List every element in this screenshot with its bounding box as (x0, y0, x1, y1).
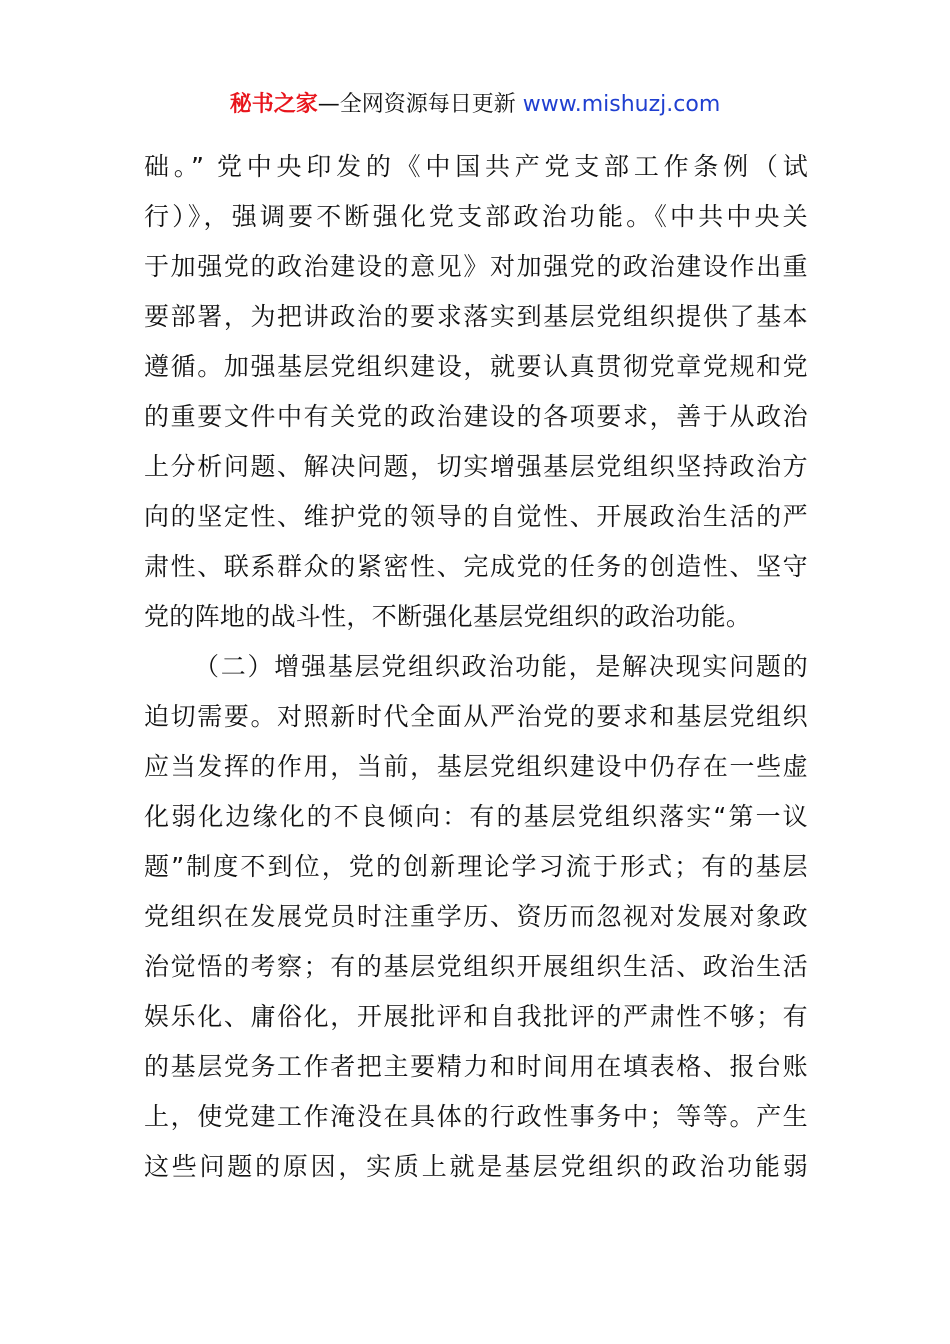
text-line: 化弱化边缘化的不良倾向：有的基层党组织落实“第一议 (144, 802, 808, 831)
text-line: 应当发挥的作用，当前，基层党组织建设中仍存在一些虚 (144, 752, 808, 781)
text-line: 础。” 党中央印发的《中国共产党支部工作条例（试 (144, 152, 808, 181)
text-line: 肃性、联系群众的紧密性、完成党的任务的创造性、坚守 (144, 552, 808, 581)
text-line: 这些问题的原因，实质上就是基层党组织的政治功能弱 (144, 1152, 808, 1181)
text-line: 遵循。加强基层党组织建设，就要认真贯彻党章党规和党 (144, 352, 808, 381)
text-line-paragraph-start: （二）增强基层党组织政治功能，是解决现实问题的 (194, 652, 808, 681)
text-line: 的重要文件中有关党的政治建设的各项要求，善于从政治 (144, 402, 808, 431)
text-line: 娱乐化、庸俗化，开展批评和自我批评的严肃性不够；有 (144, 1002, 808, 1031)
text-line: 向的坚定性、维护党的领导的自觉性、开展政治生活的严 (144, 502, 808, 531)
text-line-paragraph-end: 党的阵地的战斗性，不断强化基层党组织的政治功能。 (144, 602, 752, 631)
text-line: 行）》，强调要不断强化党支部政治功能。《中共中央关 (144, 202, 808, 231)
site-brand: 秘书之家 (229, 92, 318, 117)
site-header (0, 88, 950, 122)
document-body (144, 142, 808, 1192)
text-line: 上，使党建工作淹没在具体的行政性事务中；等等。产生 (144, 1102, 808, 1131)
text-line: 题”制度不到位，党的创新理论学习流于形式；有的基层 (144, 852, 808, 881)
site-url-link[interactable]: www.mishuzj.com (522, 92, 721, 117)
text-line: 治觉悟的考察；有的基层党组织开展组织生活、政治生活 (144, 952, 808, 981)
text-line: 党组织在发展党员时注重学历、资历而忽视对发展对象政 (144, 902, 808, 931)
site-tagline: —全网资源每日更新 (317, 92, 516, 117)
text-line: 要部署，为把讲政治的要求落实到基层党组织提供了基本 (144, 302, 808, 331)
text-line: 上分析问题、解决问题，切实增强基层党组织坚持政治方 (144, 452, 808, 481)
text-line: 的基层党务工作者把主要精力和时间用在填表格、报台账 (144, 1052, 808, 1081)
text-line: 于加强党的政治建设的意见》对加强党的政治建设作出重 (144, 252, 808, 281)
text-line: 迫切需要。对照新时代全面从严治党的要求和基层党组织 (144, 702, 808, 731)
